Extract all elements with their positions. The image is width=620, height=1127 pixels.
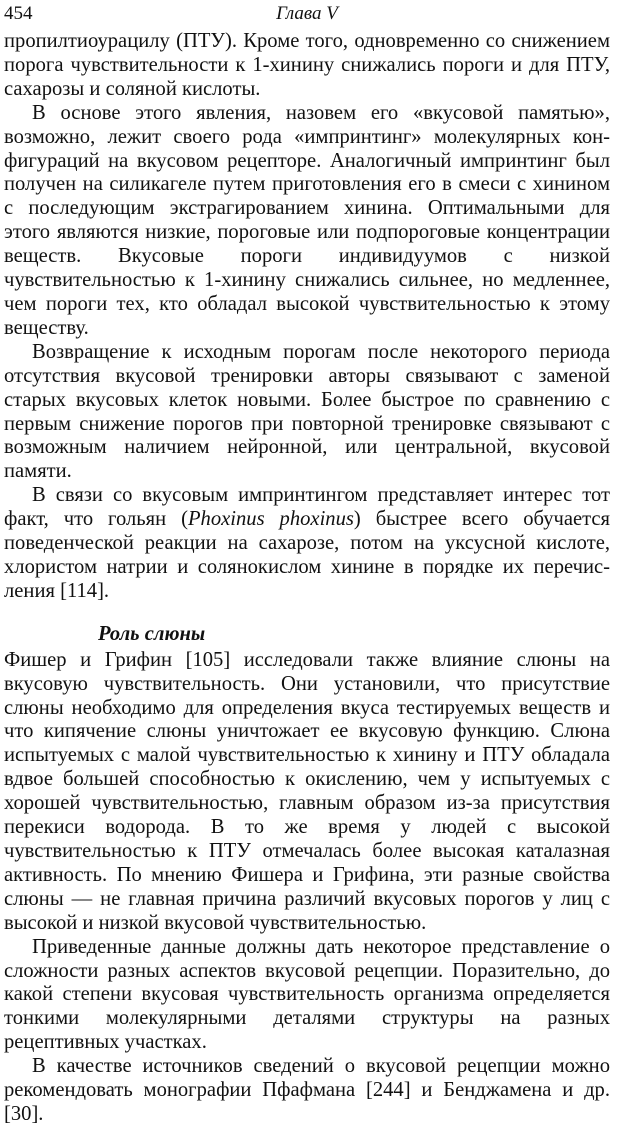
paragraph-complexity: Приведенные данные должны дать некоторое представление о сложности разных аспектов вкусовой рецепции. Поразительно, до какой степени вкусовая чувствительность организма определяется тонкими молекулярными деталями структуры на разных рецептивных участках. <box>4 935 610 1054</box>
paragraph-references: В качестве источников сведений о вкусовой рецепции можно рекомендовать монографии Пфафмана [244] и Бенджамена и др. [30]. <box>4 1055 610 1125</box>
species-name: Phoxinus phoxinus <box>187 508 354 531</box>
paragraph-minnow-end: ) быстрее всего обучается поведенческой реакции на сахарозе, потом на уксусной кислоте, хлористом натрии и солянокислом хинине в порядке их перечисления [114]. <box>4 508 610 602</box>
paragraph-threshold-return: Возвращение к исходным порогам после некоторого периода отсутствия вкусовой тренировки авторы связывают с заменой старых вкусовых клеток новыми. Более быстрое по сравнению с первым снижение порогов при повторной тренировке связывают с возможным наличием нейронной, или центральной, вкусовой памяти. <box>4 340 610 483</box>
paragraph-continuation: пропилтиоурацилу (ПТУ). Кроме того, одновременно со снижением порога чувствительности к 1-хинину снижались пороги и для ПТУ, сахарозы и соляной кислоты. <box>4 30 610 100</box>
running-head <box>4 0 610 28</box>
paragraph-minnow-start: В связи со вкусовым импринтингом представляет интерес тот факт, что гольян ( <box>4 484 610 531</box>
section-heading: Роль слюны <box>98 622 206 645</box>
body-text <box>4 30 610 1127</box>
paragraph-minnow <box>4 484 610 604</box>
chapter-title: Глава V <box>276 3 338 24</box>
paragraph-saliva: Фишер и Грифин [105] исследовали также влияние слюны на вкусовую чувствительность. Они установили, что присутствие слюны необходимо для определения вкуса тестируемых веществ и что кипячение слюны уничтожает ее вкусовую функцию. Слюна испытуемых с малой чувствительностью к хинину и ПТУ обладала вдвое большей способностью к окислению, чем у испытуемых с хорошей чувствительностью, главным образом из-за присутствия перекиси водорода. В то же время у людей с высокой чувствительностью к ПТУ отмечалась более высокая каталазная активность. По мнению Фишера и Грифина, эти разные свойства слюны — не главная причина различий вкусовых порогов у лиц с высокой и низкой вкусовой чувствительностью. <box>4 648 610 934</box>
paragraph-taste-memory: В основе этого явления, назовем его «вкусовой памятью», возможно, лежит своего рода «импринтинг» молекулярных конфигураций на вкусовом рецепторе. Аналогичный импринтинг был получен на силикагеле путем приготовления его в смеси с хинином с последующим экстрагированием хинина. Оптимальными для этого являются низкие, пороговые или подпороговые концентрации веществ. Вкусовые пороги индивидуумов с низкой чувствительностью к 1-хинину снижались сильнее, но медленнее, чем пороги тех, кто обладал высокой чувствительностью к этому веществу. <box>4 101 610 339</box>
page-number: 454 <box>4 3 33 24</box>
